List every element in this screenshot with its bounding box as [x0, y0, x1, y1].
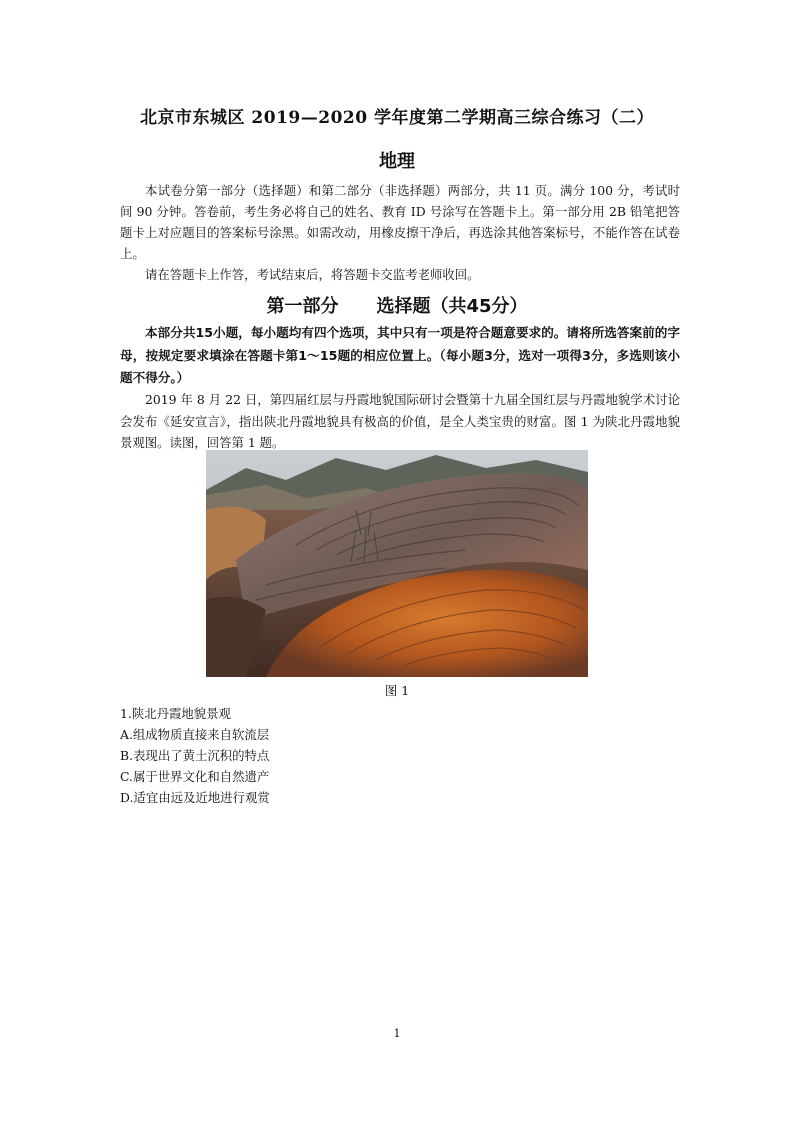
option-d: D.适宜由远及近地进行观赏 [120, 790, 270, 805]
section-instructions: 本部分共15小题，每小题均有四个选项，其中只有一项是符合题意要求的。请将所选答案前的字母，按规定要求填涂在答题卡第1～15题的相应位置上。（每小题3分，选对一项得3分，多选则该小题不得分。） [120, 325, 680, 385]
subject-title: 地理 [379, 151, 415, 172]
intro-paragraph-submit: 请在答题卡上作答，考试结束后，将答题卡交监考老师收回。 [145, 267, 480, 282]
figure-caption: 图 1 [384, 683, 410, 698]
question-context: 2019 年 8 月 22 日，第四届红层与丹霞地貌国际研讨会暨第十九届全国红层与丹霞地貌学术讨论会发布《延安宣言》，指出陕北丹霞地貌具有极高的价值，是全人类宝贵的财富。图 1 为陕北丹霞地貌景观图。读图，回答第 1 题。 [120, 392, 680, 450]
section-heading [0, 292, 794, 318]
question-stem: 1.陕北丹霞地貌景观 [120, 706, 231, 721]
option-c: C.属于世界文化和自然遗产 [120, 769, 270, 784]
option-a: A.组成物质直接来自软流层 [120, 727, 270, 742]
danxia-landform-photo [206, 450, 588, 677]
option-b: B.表现出了黄土沉积的特点 [120, 748, 270, 763]
intro-paragraph: 本试卷分第一部分（选择题）和第二部分（非选择题）两部分，共 11 页。满分 100 分，考试时间 90 分钟。答卷前，考生务必将自己的姓名、教育 ID 号涂写在答题卡上。第一部分用 2B 铅笔把答题卡上对应题目的答案标号涂黑。如需改动，用橡皮擦干净后，再选涂其他答案标号，不能作答在试卷上。 [120, 183, 680, 261]
page-number: 1 [393, 1027, 401, 1040]
section-part: 第一部分 [266, 296, 339, 317]
section-name: 选择题（共45分） [376, 296, 528, 317]
exam-title: 北京市东城区 2019—2020 学年度第二学期高三综合练习（二） [140, 108, 654, 128]
